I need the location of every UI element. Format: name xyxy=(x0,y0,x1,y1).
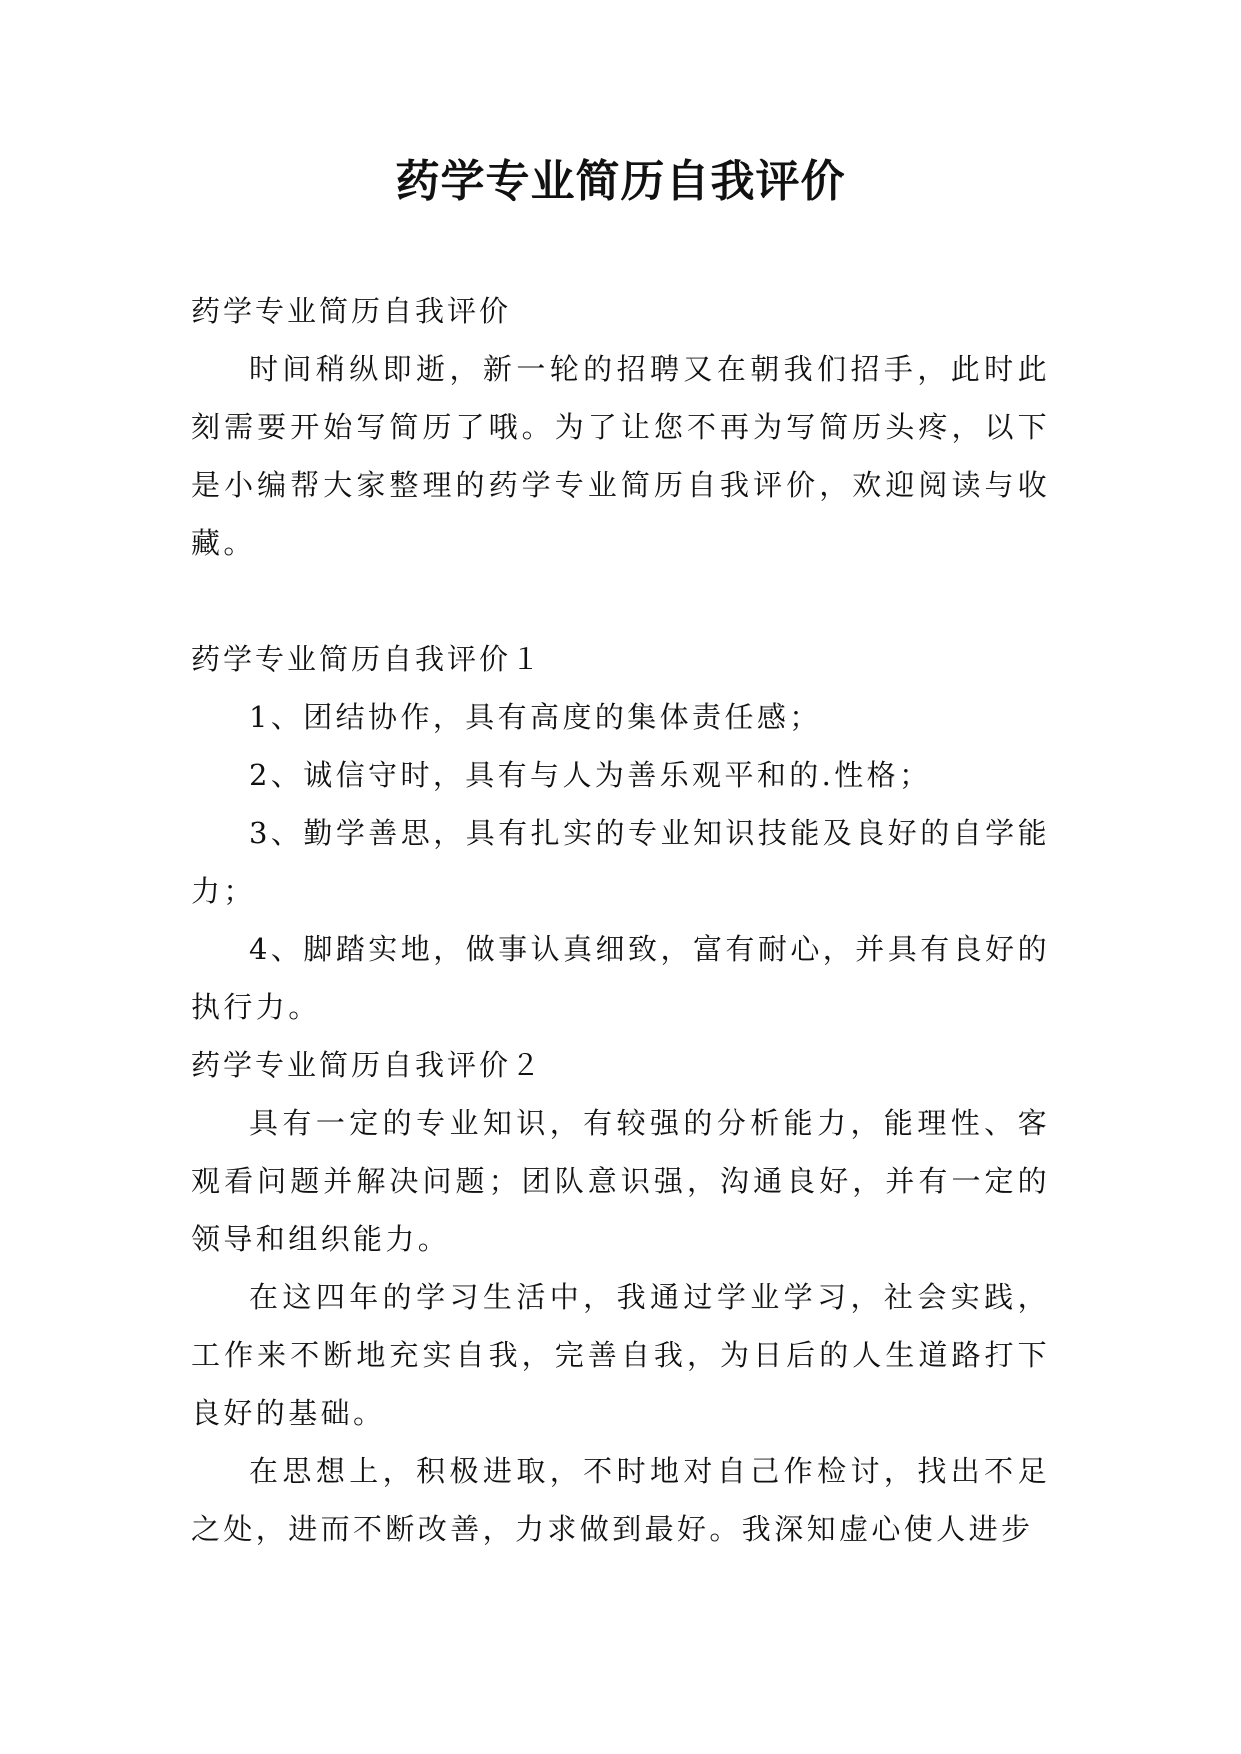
document-body xyxy=(191,282,1050,1558)
section-2-heading: 药学专业简历自我评价２ xyxy=(191,1048,544,1082)
section-1-item: 4、脚踏实地，做事认真细致，富有耐心，并具有良好的执行力。 xyxy=(191,932,1050,1024)
section-2-paragraph: 在这四年的学习生活中，我通过学业学习，社会实践，工作来不断地充实自我，完善自我，为日后的人生道路打下良好的基础。 xyxy=(191,1280,1050,1430)
blank-line xyxy=(191,572,1050,630)
section-1-item: 2、诚信守时，具有与人为善乐观平和的.性格； xyxy=(249,758,932,792)
intro-paragraph: 时间稍纵即逝，新一轮的招聘又在朝我们招手，此时此刻需要开始写简历了哦。为了让您不再为写简历头疼，以下是小编帮大家整理的药学专业简历自我评价，欢迎阅读与收藏。 xyxy=(191,352,1050,560)
section-1-item: 1、团结协作，具有高度的集体责任感； xyxy=(249,700,822,734)
section-2-paragraph: 在思想上，积极进取，不时地对自己作检讨，找出不足之处，进而不断改善，力求做到最好。我深知虚心使人进步 xyxy=(191,1454,1050,1546)
document-title: 药学专业简历自我评价 xyxy=(395,156,846,207)
section-1-item: 3、勤学善思，具有扎实的专业知识技能及良好的自学能力； xyxy=(191,816,1050,908)
intro-heading: 药学专业简历自我评价 xyxy=(191,294,512,328)
section-1-heading: 药学专业简历自我评价１ xyxy=(191,642,544,676)
section-2-paragraph: 具有一定的专业知识，有较强的分析能力，能理性、客观看问题并解决问题；团队意识强，沟通良好，并有一定的领导和组织能力。 xyxy=(191,1106,1050,1256)
